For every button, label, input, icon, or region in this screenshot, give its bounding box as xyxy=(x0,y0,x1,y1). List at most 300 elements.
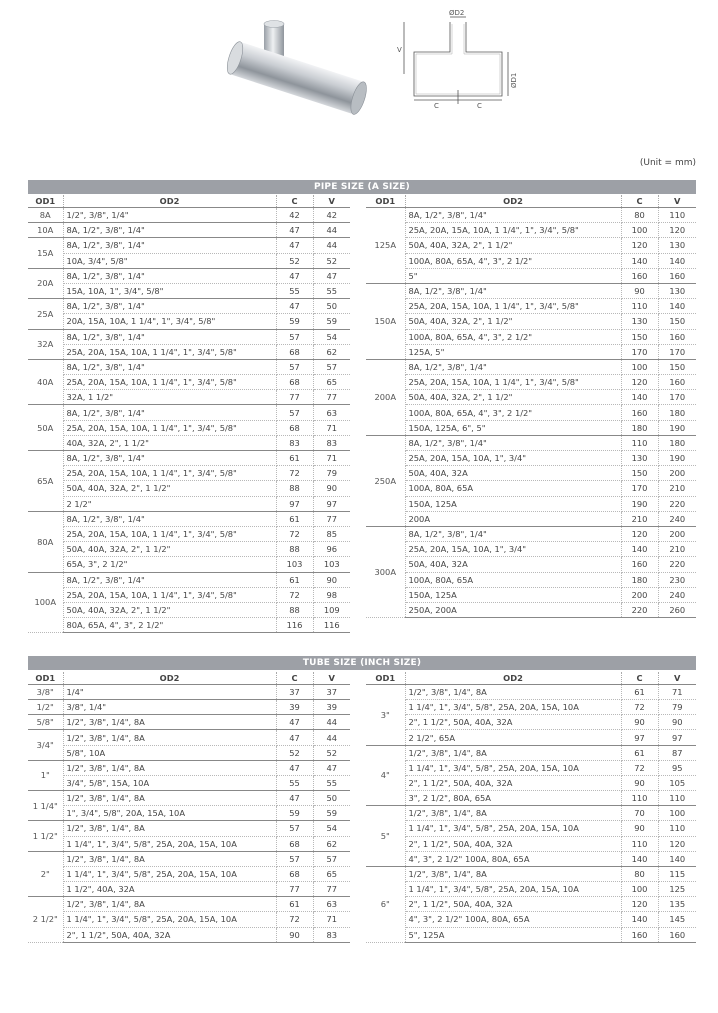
table-row xyxy=(28,745,350,760)
v-cell: 105 xyxy=(658,775,696,790)
od1-cell: 50A xyxy=(28,405,63,451)
column-header-v: V xyxy=(658,195,696,208)
c-cell: 88 xyxy=(276,542,313,557)
c-cell: 59 xyxy=(276,314,313,329)
c-cell: 57 xyxy=(276,405,313,420)
tube-size-header: TUBE SIZE (INCH SIZE) xyxy=(28,656,696,670)
v-cell: 59 xyxy=(313,314,350,329)
table-row xyxy=(28,557,350,572)
column-header-od1: OD1 xyxy=(366,195,405,208)
v-cell: 190 xyxy=(658,451,696,466)
tube-table-left xyxy=(28,672,350,943)
table-row xyxy=(366,927,696,942)
table-row xyxy=(366,851,696,866)
od2-cell: 5/8", 10A xyxy=(63,745,276,760)
c-cell: 52 xyxy=(276,253,313,268)
drawing-label-c-left: C xyxy=(434,102,439,110)
c-cell: 47 xyxy=(276,730,313,745)
c-cell: 140 xyxy=(621,390,658,405)
od2-cell: 8A, 1/2", 3/8", 1/4" xyxy=(405,435,621,450)
table-row xyxy=(366,314,696,329)
c-cell: 47 xyxy=(276,760,313,775)
column-header-row xyxy=(28,195,350,208)
v-cell: 220 xyxy=(658,557,696,572)
column-header-row xyxy=(366,672,696,685)
od1-cell: 32A xyxy=(28,329,63,359)
pipe-table-right xyxy=(366,195,696,618)
v-cell: 115 xyxy=(658,866,696,881)
v-cell: 96 xyxy=(313,542,350,557)
table-row xyxy=(366,912,696,927)
c-cell: 210 xyxy=(621,511,658,526)
c-cell: 72 xyxy=(621,760,658,775)
od2-cell: 4", 3", 2 1/2" 100A, 80A, 65A xyxy=(405,912,621,927)
table-row xyxy=(28,912,350,927)
od1-cell: 5/8" xyxy=(28,715,63,730)
c-cell: 77 xyxy=(276,390,313,405)
column-header-v: V xyxy=(658,672,696,685)
v-cell: 57 xyxy=(313,359,350,374)
od2-cell: 20A, 15A, 10A, 1 1/4", 1", 3/4", 5/8" xyxy=(63,314,276,329)
od2-cell: 40A, 32A, 2", 1 1/2" xyxy=(63,435,276,450)
table-row xyxy=(28,435,350,450)
od2-cell: 1", 3/4", 5/8", 20A, 15A, 10A xyxy=(63,806,276,821)
v-cell: 200 xyxy=(658,466,696,481)
od1-cell: 80A xyxy=(28,511,63,572)
v-cell: 90 xyxy=(313,481,350,496)
pipe-table-left xyxy=(28,195,350,633)
v-cell: 79 xyxy=(658,700,696,715)
od2-cell: 150A, 125A xyxy=(405,587,621,602)
c-cell: 140 xyxy=(621,253,658,268)
od2-cell: 25A, 20A, 15A, 10A, 1", 3/4" xyxy=(405,542,621,557)
table-row xyxy=(28,700,350,715)
table-row xyxy=(28,238,350,253)
od2-cell: 50A, 40A, 32A, 2", 1 1/2" xyxy=(405,314,621,329)
v-cell: 210 xyxy=(658,542,696,557)
od2-cell: 1/4" xyxy=(63,685,276,700)
v-cell: 44 xyxy=(313,730,350,745)
v-cell: 125 xyxy=(658,882,696,897)
c-cell: 47 xyxy=(276,299,313,314)
table-row xyxy=(366,806,696,821)
c-cell: 170 xyxy=(621,344,658,359)
c-cell: 110 xyxy=(621,299,658,314)
c-cell: 90 xyxy=(276,927,313,942)
column-header-od1: OD1 xyxy=(28,195,63,208)
v-cell: 260 xyxy=(658,602,696,617)
v-cell: 180 xyxy=(658,435,696,450)
table-row xyxy=(28,715,350,730)
table-row xyxy=(28,685,350,700)
od2-cell: 32A, 1 1/2" xyxy=(63,390,276,405)
od1-cell: 150A xyxy=(366,283,405,359)
c-cell: 52 xyxy=(276,745,313,760)
table-row xyxy=(366,390,696,405)
v-cell: 240 xyxy=(658,511,696,526)
c-cell: 39 xyxy=(276,700,313,715)
od2-cell: 2", 1 1/2", 50A, 40A, 32A xyxy=(405,836,621,851)
table-row xyxy=(28,375,350,390)
od1-cell: 3/8" xyxy=(28,685,63,700)
c-cell: 55 xyxy=(276,775,313,790)
table-row xyxy=(28,897,350,912)
c-cell: 110 xyxy=(621,791,658,806)
column-header-v: V xyxy=(313,672,350,685)
od2-cell: 1/2", 3/8", 1/4", 8A xyxy=(63,897,276,912)
od1-cell: 25A xyxy=(28,299,63,329)
product-illustration xyxy=(0,0,718,170)
od2-cell: 150A, 125A xyxy=(405,496,621,511)
table-row xyxy=(28,390,350,405)
od1-cell: 100A xyxy=(28,572,63,633)
drawing-label-od1: ØD1 xyxy=(510,72,518,88)
table-row xyxy=(28,791,350,806)
table-row xyxy=(366,299,696,314)
od2-cell: 8A, 1/2", 3/8", 1/4" xyxy=(63,268,276,283)
c-cell: 47 xyxy=(276,715,313,730)
od2-cell: 2", 1 1/2", 50A, 40A, 32A xyxy=(63,927,276,942)
od2-cell: 8A, 1/2", 3/8", 1/4" xyxy=(63,451,276,466)
table-row xyxy=(28,866,350,881)
od2-cell: 150A, 125A, 6", 5" xyxy=(405,420,621,435)
c-cell: 61 xyxy=(276,897,313,912)
v-cell: 65 xyxy=(313,375,350,390)
v-cell: 190 xyxy=(658,420,696,435)
v-cell: 140 xyxy=(658,851,696,866)
v-cell: 39 xyxy=(313,700,350,715)
v-cell: 109 xyxy=(313,602,350,617)
table-row xyxy=(28,851,350,866)
v-cell: 59 xyxy=(313,806,350,821)
v-cell: 55 xyxy=(313,775,350,790)
od2-cell: 8A, 1/2", 3/8", 1/4" xyxy=(63,405,276,420)
table-row xyxy=(366,329,696,344)
v-cell: 63 xyxy=(313,405,350,420)
c-cell: 68 xyxy=(276,344,313,359)
v-cell: 37 xyxy=(313,685,350,700)
table-row xyxy=(28,481,350,496)
v-cell: 130 xyxy=(658,238,696,253)
c-cell: 42 xyxy=(276,208,313,223)
od2-cell: 50A, 40A, 32A, 2", 1 1/2" xyxy=(63,542,276,557)
c-cell: 47 xyxy=(276,268,313,283)
c-cell: 150 xyxy=(621,329,658,344)
od2-cell: 25A, 20A, 15A, 10A, 1 1/4", 1", 3/4", 5/8" xyxy=(63,526,276,541)
c-cell: 140 xyxy=(621,912,658,927)
column-header-od1: OD1 xyxy=(28,672,63,685)
v-cell: 170 xyxy=(658,344,696,359)
c-cell: 61 xyxy=(621,685,658,700)
c-cell: 120 xyxy=(621,375,658,390)
od2-cell: 8A, 1/2", 3/8", 1/4" xyxy=(63,359,276,374)
column-header-od2: OD2 xyxy=(63,672,276,685)
od2-cell: 250A, 200A xyxy=(405,602,621,617)
c-cell: 61 xyxy=(276,572,313,587)
c-cell: 150 xyxy=(621,466,658,481)
c-cell: 57 xyxy=(276,329,313,344)
od2-cell: 5" xyxy=(405,268,621,283)
c-cell: 61 xyxy=(621,745,658,760)
c-cell: 80 xyxy=(621,866,658,881)
c-cell: 170 xyxy=(621,481,658,496)
table-row xyxy=(366,496,696,511)
c-cell: 83 xyxy=(276,435,313,450)
od1-cell: 300A xyxy=(366,526,405,617)
c-cell: 72 xyxy=(276,587,313,602)
c-cell: 140 xyxy=(621,851,658,866)
od1-cell: 3" xyxy=(366,685,405,746)
od2-cell: 25A, 20A, 15A, 10A, 1 1/4", 1", 3/4", 5/8" xyxy=(63,375,276,390)
v-cell: 44 xyxy=(313,238,350,253)
od2-cell: 8A, 1/2", 3/8", 1/4" xyxy=(63,223,276,238)
v-cell: 47 xyxy=(313,268,350,283)
v-cell: 50 xyxy=(313,299,350,314)
c-cell: 70 xyxy=(621,806,658,821)
od2-cell: 8A, 1/2", 3/8", 1/4" xyxy=(63,329,276,344)
table-row xyxy=(28,299,350,314)
od2-cell: 25A, 20A, 15A, 10A, 1 1/4", 1", 3/4", 5/8" xyxy=(405,299,621,314)
c-cell: 55 xyxy=(276,283,313,298)
v-cell: 130 xyxy=(658,283,696,298)
od2-cell: 1/2", 3/8", 1/4", 8A xyxy=(63,715,276,730)
v-cell: 145 xyxy=(658,912,696,927)
v-cell: 110 xyxy=(658,791,696,806)
c-cell: 97 xyxy=(621,730,658,745)
od2-cell: 15A, 10A, 1", 3/4", 5/8" xyxy=(63,283,276,298)
table-row xyxy=(366,359,696,374)
table-row xyxy=(28,466,350,481)
od2-cell: 4", 3", 2 1/2" 100A, 80A, 65A xyxy=(405,851,621,866)
c-cell: 72 xyxy=(621,700,658,715)
od2-cell: 1 1/4", 1", 3/4", 5/8", 25A, 20A, 15A, 10A xyxy=(405,882,621,897)
v-cell: 230 xyxy=(658,572,696,587)
pipe-size-header: PIPE SIZE (A SIZE) xyxy=(28,180,696,194)
od2-cell: 8A, 1/2", 3/8", 1/4" xyxy=(405,526,621,541)
table-row xyxy=(28,253,350,268)
od1-cell: 40A xyxy=(28,359,63,405)
table-row xyxy=(366,223,696,238)
column-header-c: C xyxy=(276,672,313,685)
table-row xyxy=(366,375,696,390)
od2-cell: 50A, 40A, 32A xyxy=(405,466,621,481)
c-cell: 68 xyxy=(276,375,313,390)
od1-cell: 5" xyxy=(366,806,405,867)
table-row xyxy=(28,836,350,851)
table-row xyxy=(28,572,350,587)
table-row xyxy=(366,715,696,730)
od2-cell: 25A, 20A, 15A, 10A, 1 1/4", 1", 3/4", 5/8" xyxy=(405,223,621,238)
table-row xyxy=(28,760,350,775)
v-cell: 52 xyxy=(313,745,350,760)
v-cell: 160 xyxy=(658,329,696,344)
v-cell: 100 xyxy=(658,806,696,821)
table-row xyxy=(366,602,696,617)
v-cell: 44 xyxy=(313,715,350,730)
od2-cell: 50A, 40A, 32A, 2", 1 1/2" xyxy=(63,602,276,617)
c-cell: 57 xyxy=(276,821,313,836)
od2-cell: 3/4", 5/8", 15A, 10A xyxy=(63,775,276,790)
table-row xyxy=(28,526,350,541)
c-cell: 130 xyxy=(621,314,658,329)
table-row xyxy=(366,481,696,496)
od2-cell: 1 1/4", 1", 3/4", 5/8", 25A, 20A, 15A, 10A xyxy=(63,866,276,881)
v-cell: 150 xyxy=(658,314,696,329)
v-cell: 77 xyxy=(313,511,350,526)
v-cell: 71 xyxy=(313,420,350,435)
c-cell: 68 xyxy=(276,866,313,881)
v-cell: 55 xyxy=(313,283,350,298)
od2-cell: 200A xyxy=(405,511,621,526)
od2-cell: 25A, 20A, 15A, 10A, 1 1/4", 1", 3/4", 5/8" xyxy=(63,587,276,602)
table-row xyxy=(366,451,696,466)
table-row xyxy=(366,866,696,881)
od2-cell: 25A, 20A, 15A, 10A, 1 1/4", 1", 3/4", 5/8" xyxy=(405,375,621,390)
od2-cell: 1/2", 3/8", 1/4", 8A xyxy=(63,730,276,745)
c-cell: 190 xyxy=(621,496,658,511)
c-cell: 103 xyxy=(276,557,313,572)
table-row xyxy=(366,836,696,851)
od2-cell: 80A, 65A, 4", 3", 2 1/2" xyxy=(63,618,276,633)
table-row xyxy=(366,405,696,420)
v-cell: 140 xyxy=(658,299,696,314)
v-cell: 52 xyxy=(313,253,350,268)
od2-cell: 25A, 20A, 15A, 10A, 1 1/4", 1", 3/4", 5/8" xyxy=(63,420,276,435)
c-cell: 160 xyxy=(621,268,658,283)
table-row xyxy=(28,420,350,435)
c-cell: 72 xyxy=(276,526,313,541)
column-header-row xyxy=(366,195,696,208)
v-cell: 120 xyxy=(658,836,696,851)
od2-cell: 65A, 3", 2 1/2" xyxy=(63,557,276,572)
od1-cell: 200A xyxy=(366,359,405,435)
c-cell: 59 xyxy=(276,806,313,821)
table-row xyxy=(28,268,350,283)
c-cell: 88 xyxy=(276,481,313,496)
od1-cell: 10A xyxy=(28,223,63,238)
od2-cell: 2", 1 1/2", 50A, 40A, 32A xyxy=(405,897,621,912)
column-header-v: V xyxy=(313,195,350,208)
tee-fitting-photo xyxy=(224,21,370,117)
v-cell: 65 xyxy=(313,866,350,881)
od2-cell: 100A, 80A, 65A, 4", 3", 2 1/2" xyxy=(405,253,621,268)
c-cell: 61 xyxy=(276,451,313,466)
v-cell: 71 xyxy=(313,912,350,927)
table-row xyxy=(28,821,350,836)
od2-cell: 1/2", 3/8", 1/4", 8A xyxy=(63,760,276,775)
v-cell: 95 xyxy=(658,760,696,775)
drawing-label-v: V xyxy=(397,46,402,54)
v-cell: 83 xyxy=(313,435,350,450)
table-row xyxy=(28,405,350,420)
column-header-od2: OD2 xyxy=(405,195,621,208)
table-row xyxy=(366,775,696,790)
table-row xyxy=(366,542,696,557)
od2-cell: 25A, 20A, 15A, 10A, 1 1/4", 1", 3/4", 5/8" xyxy=(63,344,276,359)
od1-cell: 2 1/2" xyxy=(28,897,63,942)
c-cell: 200 xyxy=(621,587,658,602)
c-cell: 72 xyxy=(276,466,313,481)
column-header-od1: OD1 xyxy=(366,672,405,685)
c-cell: 57 xyxy=(276,359,313,374)
c-cell: 61 xyxy=(276,511,313,526)
table-row xyxy=(366,466,696,481)
table-row xyxy=(28,451,350,466)
od2-cell: 10A, 3/4", 5/8" xyxy=(63,253,276,268)
table-row xyxy=(366,557,696,572)
od2-cell: 1/2", 3/8", 1/4", 8A xyxy=(405,806,621,821)
od2-cell: 50A, 40A, 32A, 2", 1 1/2" xyxy=(405,238,621,253)
table-row xyxy=(366,745,696,760)
table-row xyxy=(28,329,350,344)
od2-cell: 25A, 20A, 15A, 10A, 1", 3/4" xyxy=(405,451,621,466)
v-cell: 170 xyxy=(658,390,696,405)
table-row xyxy=(28,542,350,557)
table-row xyxy=(28,223,350,238)
c-cell: 160 xyxy=(621,927,658,942)
c-cell: 120 xyxy=(621,238,658,253)
table-row xyxy=(366,700,696,715)
c-cell: 57 xyxy=(276,851,313,866)
od2-cell: 8A, 1/2", 3/8", 1/4" xyxy=(63,511,276,526)
od2-cell: 2 1/2" xyxy=(63,496,276,511)
od2-cell: 8A, 1/2", 3/8", 1/4" xyxy=(63,238,276,253)
table-row xyxy=(28,511,350,526)
column-header-od2: OD2 xyxy=(405,672,621,685)
od2-cell: 8A, 1/2", 3/8", 1/4" xyxy=(63,572,276,587)
od2-cell: 1/2", 3/8", 1/4" xyxy=(63,208,276,223)
table-row xyxy=(366,791,696,806)
v-cell: 160 xyxy=(658,927,696,942)
table-row xyxy=(366,685,696,700)
od2-cell: 1 1/4", 1", 3/4", 5/8", 25A, 20A, 15A, 10A xyxy=(405,821,621,836)
od1-cell: 2" xyxy=(28,851,63,896)
c-cell: 72 xyxy=(276,912,313,927)
v-cell: 79 xyxy=(313,466,350,481)
od2-cell: 2", 1 1/2", 50A, 40A, 32A xyxy=(405,715,621,730)
od2-cell: 100A, 80A, 65A, 4", 3", 2 1/2" xyxy=(405,405,621,420)
od2-cell: 1/2", 3/8", 1/4", 8A xyxy=(63,821,276,836)
od2-cell: 25A, 20A, 15A, 10A, 1 1/4", 1", 3/4", 5/8" xyxy=(63,466,276,481)
table-row xyxy=(28,602,350,617)
table-row xyxy=(366,730,696,745)
c-cell: 68 xyxy=(276,836,313,851)
od1-cell: 1" xyxy=(28,760,63,790)
v-cell: 57 xyxy=(313,851,350,866)
table-row xyxy=(366,238,696,253)
c-cell: 120 xyxy=(621,526,658,541)
c-cell: 68 xyxy=(276,420,313,435)
table-row xyxy=(28,730,350,745)
od1-cell: 1 1/4" xyxy=(28,791,63,821)
c-cell: 90 xyxy=(621,775,658,790)
v-cell: 160 xyxy=(658,375,696,390)
v-cell: 50 xyxy=(313,791,350,806)
v-cell: 180 xyxy=(658,405,696,420)
od2-cell: 8A, 1/2", 3/8", 1/4" xyxy=(405,208,621,223)
column-header-od2: OD2 xyxy=(63,195,276,208)
v-cell: 98 xyxy=(313,587,350,602)
c-cell: 120 xyxy=(621,897,658,912)
table-row xyxy=(366,435,696,450)
c-cell: 80 xyxy=(621,208,658,223)
v-cell: 77 xyxy=(313,390,350,405)
table-row xyxy=(366,344,696,359)
od2-cell: 5", 125A xyxy=(405,927,621,942)
drawing-label-od2: ØD2 xyxy=(449,9,465,17)
table-row xyxy=(366,572,696,587)
c-cell: 180 xyxy=(621,420,658,435)
